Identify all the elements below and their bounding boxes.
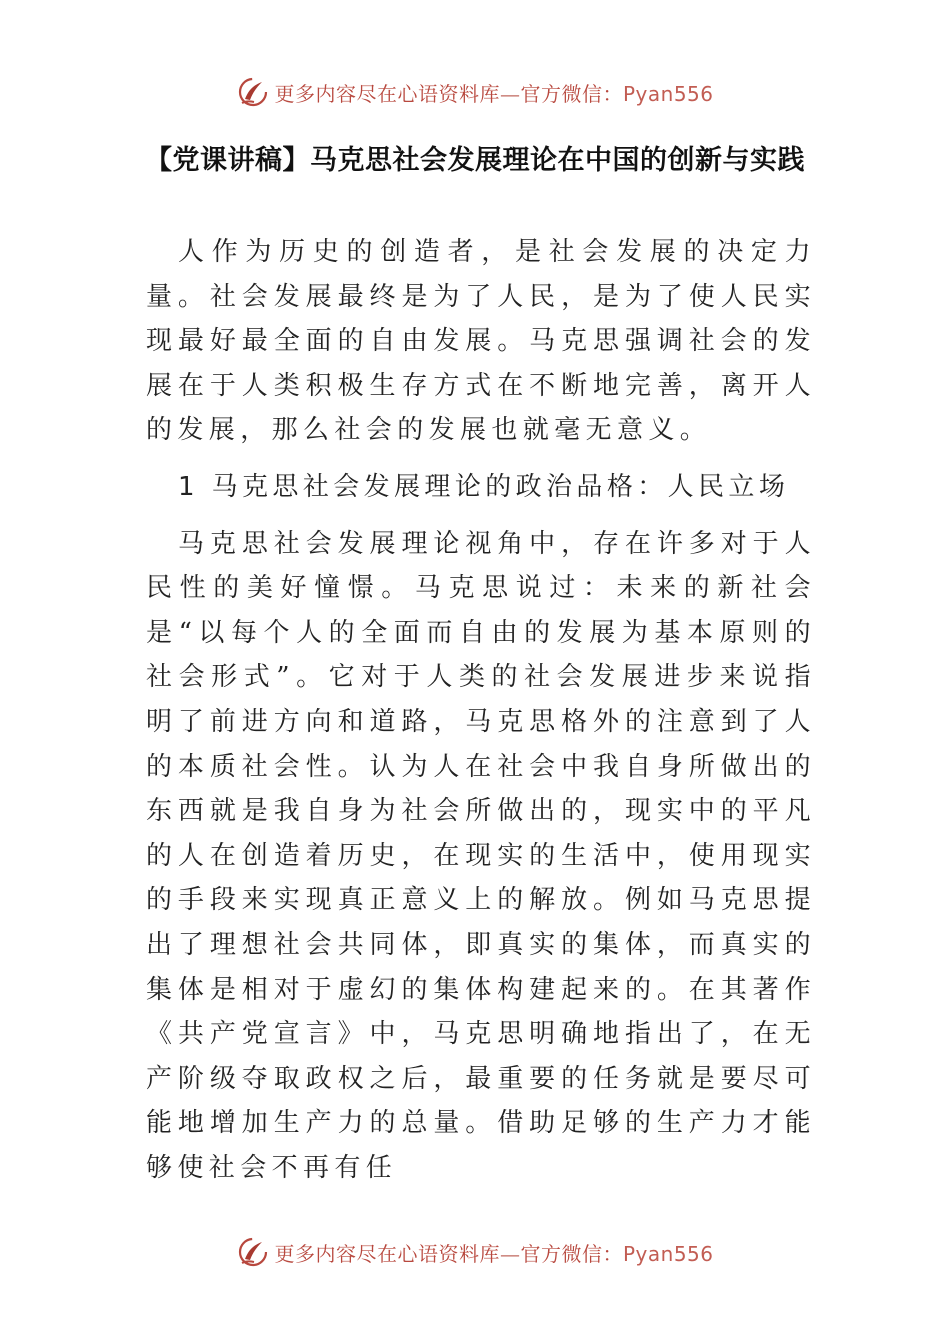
banner-main-text: 更多内容尽在心语资料库 [274,81,500,106]
banner-account: Pyan556 [622,81,714,106]
paragraph-1: 人作为历史的创造者，是社会发展的决定力量。社会发展最终是为了人民，是为了使人民实现最好最全面的自由发展。马克思强调社会的发展在于人类积极生存方式在不断地完善，离开人的发展，那么社会的发展也就毫无意义。 [146,237,816,446]
banner-wechat-label: 官方微信： [520,81,623,106]
header-banner [0,72,950,112]
banner-separator: — [499,1241,521,1266]
paragraph-2: 马克思社会发展理论视角中，存在许多对于人民性的美好憧憬。马克思说过：未来的新社会是“以每个人的全面而自由的发展为基本原则的社会形式”。它对于人类的社会发展进步来说指明了前进方向和道路，马克思格外的注意到了人的本质社会性。认为人在社会中我自身所做出的东西就是我自身为社会所做出的，现实中的平凡的人在创造着历史，在现实的生活中，使用现实的手段来实现真正意义上的解放。例如马克思提出了理想社会共同体，即真实的集体，而真实的集体是相对于虚幻的集体构建起来的。在其著作《共产党宣言》中，马克思明确地指出了，在无产阶级夺取政权之后，最重要的任务就是要尽可能地增加生产力的总量。借助足够的生产力才能够使社会不再有任 [146,528,816,1183]
banner-main-text: 更多内容尽在心语资料库 [274,1241,500,1266]
section-heading-text: 马克思社会发展理论的政治品格：人民立场 [198,471,790,502]
document-title: 【党课讲稿】马克思社会发展理论在中国的创新与实践 [145,145,805,176]
banner-text [274,78,713,107]
banner-account: Pyan556 [622,1241,714,1266]
banner-separator: — [499,81,521,106]
section-heading-1 [146,465,816,510]
document-body [146,230,816,1202]
banner-wechat-label: 官方微信： [520,1241,623,1266]
footer-banner [0,1232,950,1272]
banner-text [274,1238,713,1267]
brush-logo-icon [236,1235,270,1269]
brush-logo-icon [236,75,270,109]
section-heading-number: 1 [178,471,199,502]
